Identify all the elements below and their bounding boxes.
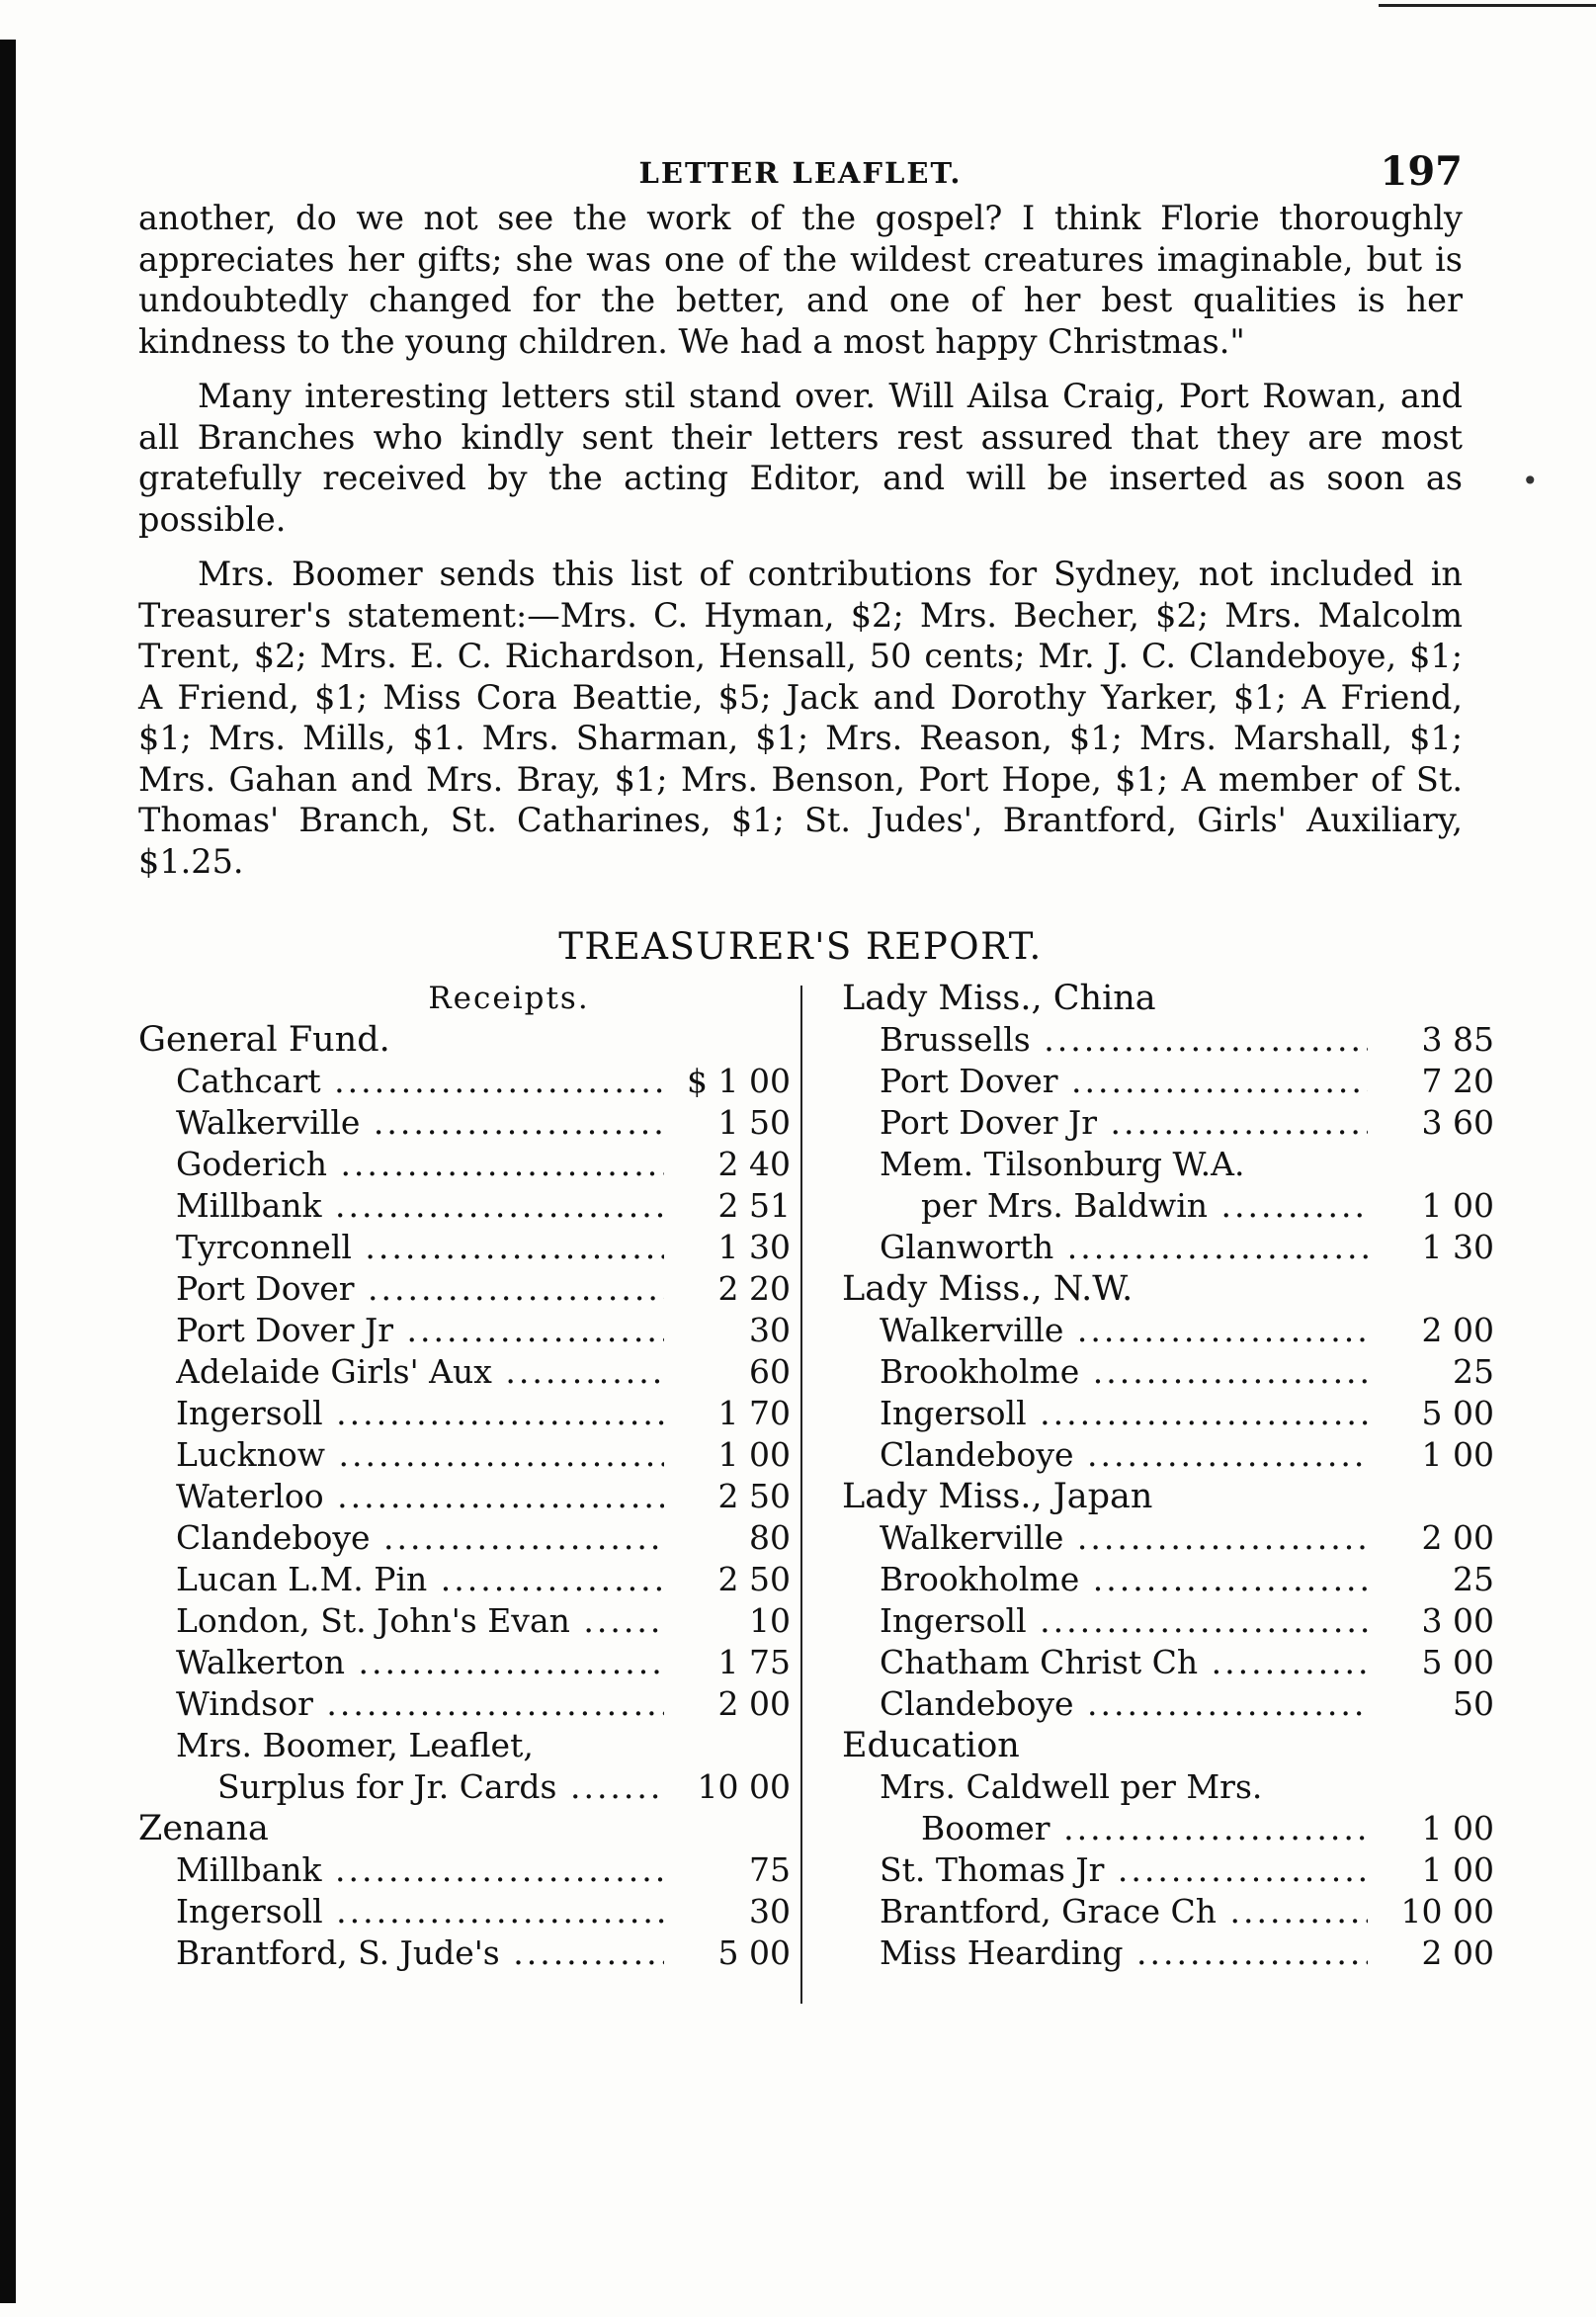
- row-name: Lucknow .....: [176, 1434, 664, 1476]
- row-name: London, St. John's Evan .....: [176, 1600, 664, 1642]
- row-amount: 5 00: [1421, 1394, 1494, 1432]
- row-amount: 5 00: [717, 1933, 791, 1972]
- row-name: Port Dover .....: [880, 1061, 1368, 1102]
- table-row: [138, 1434, 791, 1476]
- page-number: 197: [1380, 148, 1463, 195]
- section-china: Lady Miss., China: [842, 979, 1156, 1018]
- section-japan: Lady Miss., Japan: [842, 1477, 1153, 1516]
- row-name: Walkerville .....: [880, 1310, 1368, 1351]
- row-name: Port Dover Jr .....: [176, 1310, 664, 1351]
- row-amount: 60: [749, 1352, 791, 1391]
- row-name: Goderich .....: [176, 1144, 664, 1185]
- boomer-line: Mrs. Boomer, Leaflet,: [176, 1726, 534, 1764]
- table-row: [138, 1600, 791, 1642]
- row-amount: 2 40: [717, 1145, 791, 1183]
- table-row: [842, 1600, 1494, 1642]
- row-name: Ingersoll .....: [176, 1891, 664, 1932]
- row-amount: 1 00: [717, 1435, 791, 1474]
- table-row: [842, 1185, 1494, 1227]
- row-name: Ingersoll .....: [880, 1393, 1368, 1434]
- row-amount: $ 1 00: [687, 1062, 791, 1100]
- row-name: Cathcart .....: [176, 1061, 664, 1102]
- japan-list: [842, 1517, 1494, 1725]
- table-row: [138, 1932, 791, 1974]
- row-name: Brantford, S. Jude's .....: [176, 1932, 664, 1974]
- table-row: [138, 1517, 791, 1559]
- report-title: TREASURER'S REPORT.: [558, 925, 1043, 968]
- row-amount: 25: [1453, 1352, 1494, 1391]
- table-row: [138, 1310, 791, 1351]
- row-name: Brussells .....: [880, 1019, 1368, 1061]
- table-row: [842, 1227, 1494, 1268]
- running-title: LETTER LEAFLET.: [638, 156, 963, 190]
- paragraph-1: another, do we not see the work of the gospel? I think Florie thoroughly appreciates her gifts; she was one of the wildest creatures imaginable, but is undoubtedly changed for the better, and one of her best qualities is her kindness to the young children. We had a most happy Christmas.": [138, 199, 1463, 361]
- caldwell-line: Mrs. Caldwell per Mrs.: [880, 1767, 1263, 1806]
- row-name: Tyrconnell .....: [176, 1227, 664, 1268]
- row-amount: 30: [749, 1892, 791, 1931]
- row-amount: 1 30: [717, 1228, 791, 1266]
- row-amount: 1 00: [1421, 1850, 1494, 1889]
- row-amount: 5 00: [1421, 1643, 1494, 1681]
- table-row: [842, 1310, 1494, 1351]
- row-name: Ingersoll .....: [880, 1600, 1368, 1642]
- scan-mark: •: [1522, 465, 1539, 497]
- table-row: [138, 1393, 791, 1434]
- section-zenana: Zenana: [138, 1809, 269, 1848]
- page-header: [138, 148, 1463, 198]
- row-amount: 1 00: [1421, 1186, 1494, 1225]
- table-row: [842, 1019, 1494, 1061]
- top-rule: [1379, 4, 1596, 7]
- paragraph-2: Many interesting letters stil stand over. Will Ailsa Craig, Port Rowan, and all Branches who kindly sent their letters rest assured that they are most gratefully received by the acting Editor, and will be inserted as soon as possible.: [138, 377, 1463, 539]
- paragraph-3: Mrs. Boomer sends this list of contributions for Sydney, not included in Treasurer's statement:—Mrs. C. Hyman, $2; Mrs. Becher, $2; Mrs. Malcolm Trent, $2; Mrs. E. C. Richardson, Hensall, 50 cents; Mr. J. C. Clandeboye, $1; A Friend, $1; Miss Cora Beattie, $5; Jack and Dorothy Yarker, $1; A Friend, $1; Mrs. Mills, $1. Mrs. Sharman, $1; Mrs. Reason, $1; Mrs. Marshall, $1; Mrs. Gahan and Mrs. Bray, $1; Mrs. Benson, Port Hope, $1; A member of St. Thomas' Branch, St. Catharines, $1; St. Judes', Brantford, Girls' Auxiliary, $1.25.: [138, 555, 1463, 881]
- table-row: [842, 1102, 1494, 1144]
- table-row: [138, 1642, 791, 1683]
- table-row: [842, 1061, 1494, 1102]
- zenana-list: [138, 1849, 791, 1974]
- table-row: [138, 1766, 791, 1808]
- left-column: [138, 978, 812, 1974]
- table-row: [138, 1061, 791, 1102]
- row-amount: 1 70: [717, 1394, 791, 1432]
- table-row: [138, 1268, 791, 1310]
- row-name: Clandeboye .....: [176, 1517, 664, 1559]
- right-column: [812, 978, 1494, 1974]
- table-row: [138, 1227, 791, 1268]
- table-row: [842, 1351, 1494, 1393]
- row-name: Brantford, Grace Ch .....: [880, 1891, 1368, 1932]
- table-row: [138, 1102, 791, 1144]
- table-row: [138, 1559, 791, 1600]
- row-name: Port Dover .....: [176, 1268, 664, 1310]
- row-amount: 80: [749, 1518, 791, 1557]
- table-row: [842, 1849, 1494, 1891]
- table-row: [138, 1185, 791, 1227]
- mem-line: Mem. Tilsonburg W.A.: [880, 1145, 1245, 1183]
- row-amount: 2 50: [717, 1560, 791, 1598]
- row-name: Port Dover Jr .....: [880, 1102, 1368, 1144]
- row-amount: 2 20: [717, 1269, 791, 1308]
- row-name: Waterloo .....: [176, 1476, 664, 1517]
- row-amount: 1 00: [1421, 1435, 1494, 1474]
- general-fund-list: [138, 1061, 791, 1725]
- row-name: Walkerton .....: [176, 1642, 664, 1683]
- row-amount: 2 50: [717, 1477, 791, 1515]
- row-amount: 10 00: [697, 1767, 791, 1806]
- report-columns: [138, 978, 1494, 1974]
- row-name: Clandeboye .....: [880, 1434, 1368, 1476]
- row-amount: 10 00: [1400, 1892, 1494, 1931]
- table-row: [842, 1393, 1494, 1434]
- row-name: Miss Hearding .....: [880, 1932, 1368, 1974]
- row-name: Glanworth .....: [880, 1227, 1368, 1268]
- row-name: Chatham Christ Ch .....: [880, 1642, 1368, 1683]
- table-row: [842, 1642, 1494, 1683]
- row-amount: 75: [749, 1850, 791, 1889]
- row-amount: 7 20: [1421, 1062, 1494, 1100]
- row-name: Ingersoll .....: [176, 1393, 664, 1434]
- china-list: [842, 1019, 1494, 1144]
- row-amount: 30: [749, 1311, 791, 1349]
- row-amount: 1 00: [1421, 1809, 1494, 1847]
- row-name: Brookholme .....: [880, 1559, 1368, 1600]
- table-row: [842, 1891, 1494, 1932]
- row-name: Walkerville .....: [176, 1102, 664, 1144]
- row-name: Boomer .....: [921, 1808, 1368, 1849]
- table-row: [138, 1849, 791, 1891]
- table-row: [138, 1476, 791, 1517]
- section-education: Education: [842, 1726, 1020, 1765]
- row-amount: 2 51: [717, 1186, 791, 1225]
- receipts-heading: Receipts.: [428, 981, 590, 1016]
- table-row: [842, 1808, 1494, 1849]
- row-name: Clandeboye .....: [880, 1683, 1368, 1725]
- row-name: Millbank .....: [176, 1849, 664, 1891]
- table-row: [138, 1683, 791, 1725]
- row-name: Windsor .....: [176, 1683, 664, 1725]
- row-amount: 10: [749, 1601, 791, 1640]
- nw-list: [842, 1310, 1494, 1476]
- section-general-fund: General Fund.: [138, 1020, 390, 1060]
- table-row: [842, 1559, 1494, 1600]
- table-row: [138, 1351, 791, 1393]
- row-amount: 25: [1453, 1560, 1494, 1598]
- scan-edge-bar: [0, 40, 16, 2303]
- row-amount: 2 00: [1421, 1933, 1494, 1972]
- row-amount: 3 85: [1421, 1020, 1494, 1059]
- row-name: per Mrs. Baldwin .....: [921, 1185, 1368, 1227]
- row-name: Millbank .....: [176, 1185, 664, 1227]
- page: [138, 148, 1494, 1974]
- row-name: Lucan L.M. Pin .....: [176, 1559, 664, 1600]
- table-row: [842, 1517, 1494, 1559]
- row-name: Walkerville .....: [880, 1517, 1368, 1559]
- row-amount: 1 30: [1421, 1228, 1494, 1266]
- table-row: [842, 1683, 1494, 1725]
- row-amount: 1 50: [717, 1103, 791, 1142]
- row-amount: 3 60: [1421, 1103, 1494, 1142]
- row-name: Adelaide Girls' Aux .....: [176, 1351, 664, 1393]
- section-nw: Lady Miss., N.W.: [842, 1269, 1134, 1309]
- row-amount: 50: [1453, 1684, 1494, 1723]
- row-amount: 2 00: [1421, 1311, 1494, 1349]
- row-name: Surplus for Jr. Cards .....: [217, 1766, 664, 1808]
- row-amount: 1 75: [717, 1643, 791, 1681]
- table-row: [138, 1891, 791, 1932]
- row-amount: 3 00: [1421, 1601, 1494, 1640]
- education-list: [842, 1849, 1494, 1974]
- table-row: [138, 1144, 791, 1185]
- row-amount: 2 00: [1421, 1518, 1494, 1557]
- table-row: [842, 1434, 1494, 1476]
- row-amount: 2 00: [717, 1684, 791, 1723]
- table-row: [842, 1932, 1494, 1974]
- row-name: Brookholme .....: [880, 1351, 1368, 1393]
- row-name: St. Thomas Jr .....: [880, 1849, 1368, 1891]
